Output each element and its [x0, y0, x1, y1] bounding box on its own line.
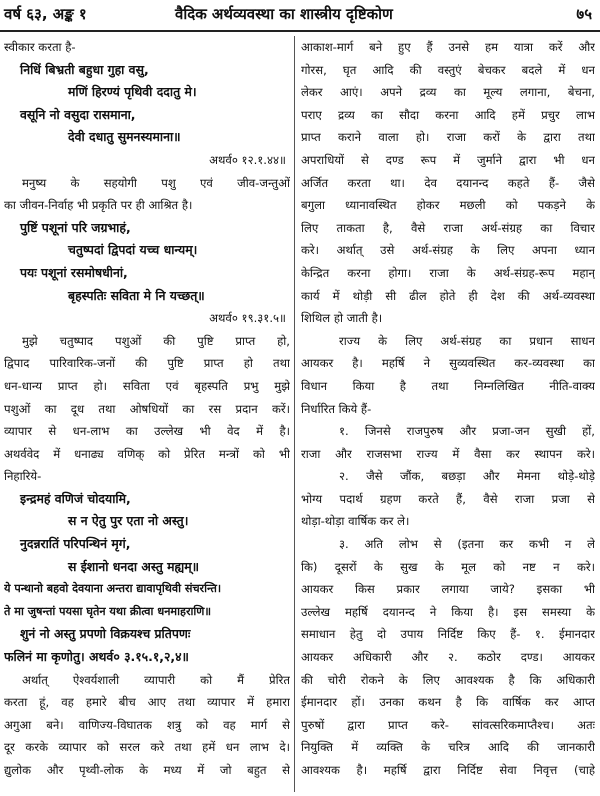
text-line: अपराधियों से दण्ड रूप में जुर्माने द्वारा भी धन [301, 152, 595, 167]
running-header [0, 0, 600, 30]
verse-line: निधिं बिभ्रती बहुधा गुहा वसु, [20, 61, 149, 77]
text-line: दूर करके व्यापार को सरल करे तथा हमें धन लाभ दे। [4, 740, 290, 755]
verse-line: चतुष्पदां द्विपदां यच्च धान्यम्। [68, 242, 198, 258]
verse-line: स ईशानो धनदा अस्तु मह्यम्॥ [68, 558, 200, 574]
text-line: आकाश-मार्ग बने हुए हैं उनसे हम यात्रा करें और [301, 40, 595, 54]
text-line: पशुओं का दूध तथा ओषधियों का रस प्रदान करें। [4, 401, 290, 416]
text-line: बगुला ध्यानावस्थित होकर मछली को पकड़ने के [301, 198, 595, 213]
verse-line: नुदन्नरातिं परिपन्थिनं मृगं, [20, 536, 131, 552]
text-line: अथर्ववेद में धनाढ्य वणिक् को प्रेरित मन्त्रों को भी [4, 446, 290, 461]
text-line: आयकर अधिकारी और २. कठोर दण्ड। आयकर [301, 650, 595, 665]
verse-citation: अथर्व० १२.१.४४॥ [209, 152, 286, 167]
text-line: पराए द्रव्य का सौदा करना आदि हमें प्रचुर लाभ [301, 107, 595, 122]
text-line: स्वीकार करता है- [4, 40, 76, 54]
text-line: निहारिये- [4, 469, 42, 484]
verse-line: ते मा जुषन्तां पयसा घृतेन यथा क्रीत्वा धनमाहराणि॥ [4, 604, 212, 618]
text-line: थोड़ा-थोड़ा वार्षिक कर ले। [301, 514, 410, 529]
verse-citation: अथर्व० १९.३१.५॥ [209, 311, 286, 326]
right-column [301, 36, 595, 782]
text-line: धन-धान्य प्राप्त हो। सविता एवं बृहस्पति प्रभु मुझे [4, 378, 290, 393]
verse-line: स न ऐतु पुर एता नो अस्तु। [68, 513, 189, 529]
text-line: अर्थात् ऐश्वर्यशाली व्यापारी को मैं प्रेरित [22, 672, 290, 687]
text-line: कि) दूसरों के सुख के मूल को नष्ट न करे। [301, 559, 595, 574]
text-line: लेकर आएं। अपने द्रव्य का मूल्य लगाना, बेचना, [301, 85, 595, 100]
text-line: करता हूं, वह हमारे बीच आए तथा व्यापार में हमारा [4, 695, 290, 710]
verse-line: ये पन्थानो बहवो देवयाना अन्तरा द्यावापृथिवी संचरन्ति। [4, 582, 222, 596]
text-line: व्यापार से धन-लाभ का उल्लेख भी वेद में है। [4, 424, 290, 439]
text-line: गोरस, घृत आदि की वस्तुएं बेचकर बदले में धन [301, 62, 595, 77]
text-line: की चोरी रोकने के लिए आवश्यक है कि अधिकारी [301, 672, 595, 687]
text-line: आवश्यक है। महर्षि द्वारा निर्दिष्ट सेवा निवृत्त (चाहे [301, 763, 595, 777]
text-line: द्विपाद पारिवारिक-जनों की पुष्टि प्राप्त हो तथा [4, 356, 290, 371]
verse-line: मणिं हिरण्यं पृथिवी ददातु मे। [68, 84, 197, 100]
verse-line: बृहस्पतिः सविता मे नि यच्छत्॥ [68, 287, 205, 303]
text-line: आयकर किस प्रकार लगाया जाये? इसका भी [301, 582, 595, 597]
text-line: करे। अर्थात् उसे अर्थ-संग्रह के लिए अपना ध्यान [301, 243, 595, 258]
journal-volume-issue: वर्ष ६३, अङ्क १ [4, 5, 87, 23]
text-line: नियुक्ति में व्यक्ति के चरित्र आदि की जानकारी [301, 740, 595, 755]
running-title: वैदिक अर्थव्यवस्था का शास्त्रीय दृष्टिकोण [175, 5, 393, 23]
text-line: आयकर है। महर्षि ने सुव्यवस्थित कर-व्यवस्था का [301, 356, 595, 371]
text-line: केन्द्रित करना होगा। राजा के अर्थ-संग्रह-रूप महान् [301, 265, 595, 280]
text-line: समाधान हेतु दो उपाय निर्दिष्ट किए हैं- १. ईमानदार [301, 627, 595, 642]
text-line: प्राप्त कराने वाला हो। राजा करों के द्वारा तथा [301, 130, 595, 145]
text-line: अर्जित करता था। देव दयानन्द कहते हैं- जैसे [301, 175, 595, 190]
text-line: लिए ताकता है, वैसे राजा अर्थ-संग्रह का विचार [301, 220, 595, 235]
text-line: निर्धारित किये हैं- [301, 401, 372, 416]
text-line: राजा और राजसभा राज्य में वैसा कर स्थापन करे। [301, 446, 595, 461]
header-rule [0, 30, 600, 32]
page-number: ७५ [576, 5, 592, 23]
text-line: ३. अति लोभ से (इतना कर कभी न ले [339, 537, 595, 552]
text-line: मनुष्य के सहयोगी पशु एवं जीव-जन्तुओं [22, 175, 290, 190]
verse-line: शुनं नो अस्तु प्रपणो विक्रयश्च प्रतिपणः [20, 626, 191, 642]
verse-line: इन्द्रमहं वणिजं चोदयामि, [20, 490, 131, 506]
text-line: भोग्य पदार्थ ग्रहण करते हैं, वैसे राजा प्रजा से [301, 491, 595, 506]
text-line: विधान किया है तथा निम्नलिखित नीति-वाक्य [301, 378, 595, 393]
text-line: द्युलोक और पृथ्वी-लोक के मध्य में जो बहुत से [4, 763, 290, 777]
text-line: शिथिल हो जाती है। [301, 311, 383, 326]
verse-line: पयः पशूनां रसमोषधीनां, [20, 264, 128, 280]
text-line: कार्य में थोड़ी सी ढील होते ही देश की अर्थ-व्यवस्था [301, 288, 595, 303]
text-line: ईमानदार हों। उनका कथन है कि वार्षिक कर आप्त [301, 695, 595, 710]
verse-line: देवी दधातु सुमनस्यमाना॥ [68, 129, 181, 145]
left-column [4, 36, 290, 782]
verse-line: फलिनं मा कृणोतु। अथर्व० ३.१५.१,२,४॥ [4, 649, 189, 665]
text-line: १. जिनसे राजपुरुष और प्रजा-जन सुखी हों, [339, 424, 595, 439]
text-line: २. जैसे जौंक, बछड़ा और मेमना थोड़े-थोड़े [339, 469, 595, 484]
verse-line: वसूनि नो वसुदा रासमाना, [20, 106, 136, 122]
text-line: का जीवन-निर्वाह भी प्रकृति पर ही आश्रित है। [4, 198, 193, 213]
text-line: पुरुषों द्वारा प्राप्त करे- सांवत्सरिकमाप्तैश्च। अतः [301, 717, 595, 732]
verse-line: पुष्टिं पशूनां परि जग्रभाहं, [20, 219, 131, 235]
text-line: राज्य के लिए अर्थ-संग्रह का प्रधान साधन [339, 333, 595, 348]
text-line: अगुआ बने। वाणिज्य-विघातक शत्रु को वह मार्ग से [4, 717, 290, 732]
text-line: मुझे चतुष्पाद पशुओं की पुष्टि प्राप्त हो, [22, 333, 290, 348]
column-divider [294, 36, 295, 792]
text-line: उल्लेख महर्षि दयानन्द ने किया है। इस समस्या के [301, 604, 595, 619]
